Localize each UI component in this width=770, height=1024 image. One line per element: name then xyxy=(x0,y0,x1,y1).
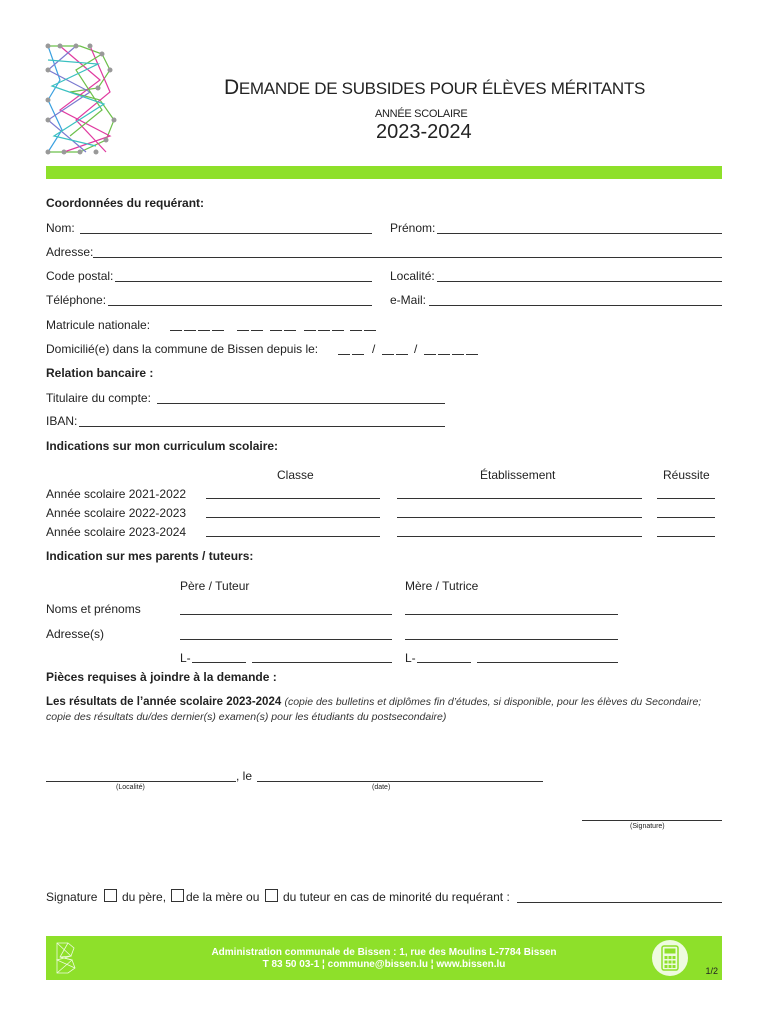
tuteur-signature-field[interactable] xyxy=(517,902,722,903)
telephone-field[interactable] xyxy=(108,305,372,306)
iban-field[interactable] xyxy=(79,426,445,427)
col-classe: Classe xyxy=(277,468,314,482)
curriculum-heading: Indications sur mon curriculum scolaire: xyxy=(46,439,279,453)
col-mere: Mère / Tutrice xyxy=(405,579,479,593)
pere-l-prefix: L- xyxy=(180,651,191,665)
col-pere: Père / Tuteur xyxy=(180,579,250,593)
document-title: DEMANDE DE SUBSIDES POUR ÉLÈVES MÉRITANTS xyxy=(224,76,646,99)
email-label: e-Mail: xyxy=(390,293,427,307)
requester-heading: Coordonnées du requérant: xyxy=(46,196,205,210)
telephone-label: Téléphone: xyxy=(46,293,107,307)
classe-field[interactable] xyxy=(206,536,380,537)
pere-checkbox[interactable] xyxy=(104,889,117,902)
adresse-label: Adresse: xyxy=(46,245,94,259)
pere-cp-field[interactable] xyxy=(192,662,246,663)
localite-label: Localité: xyxy=(390,269,435,283)
etablissement-field[interactable] xyxy=(397,498,642,499)
pere-adresse-field[interactable] xyxy=(180,639,392,640)
curriculum-row-label: Année scolaire 2022-2023 xyxy=(46,506,187,520)
matricule-label: Matricule nationale: xyxy=(46,318,151,332)
nom-field[interactable] xyxy=(80,233,372,234)
localite-caption: (Localité) xyxy=(116,784,145,791)
pieces-description: Les résultats de l’année scolaire 2023-2024 (copie des bulletins et diplômes fin d’études, si disponible, pour les élèves du Secondaire; xyxy=(46,696,702,708)
calculator-icon xyxy=(650,938,690,978)
du-pere-label: du père, xyxy=(122,890,167,904)
localite-field[interactable] xyxy=(437,281,722,282)
parents-heading: Indication sur mes parents / tuteurs: xyxy=(46,549,254,563)
prenom-label: Prénom: xyxy=(390,221,436,235)
code-postal-label: Code postal: xyxy=(46,269,114,283)
curriculum-row-label: Année scolaire 2023-2024 xyxy=(46,525,187,539)
signature-field[interactable] xyxy=(582,820,722,821)
classe-field[interactable] xyxy=(206,498,380,499)
col-etablissement: Établissement xyxy=(480,468,556,482)
adresse-parents-label: Adresse(s) xyxy=(46,627,105,641)
classe-field[interactable] xyxy=(206,517,380,518)
prenom-field[interactable] xyxy=(437,233,722,234)
header-divider xyxy=(46,166,722,179)
tuteur-checkbox[interactable] xyxy=(265,889,278,902)
de-la-mere-label: de la mère ou xyxy=(186,890,260,904)
mere-l-prefix: L- xyxy=(405,651,416,665)
reussite-field[interactable] xyxy=(657,536,715,537)
pere-localite-field[interactable] xyxy=(252,662,392,663)
etablissement-field[interactable] xyxy=(397,517,642,518)
school-year: 2023-2024 xyxy=(376,121,472,143)
footer-bar xyxy=(46,936,722,980)
titulaire-label: Titulaire du compte: xyxy=(46,391,151,405)
bissen-logo xyxy=(40,40,130,160)
titulaire-field[interactable] xyxy=(157,403,445,404)
mere-adresse-field[interactable] xyxy=(405,639,618,640)
reussite-field[interactable] xyxy=(657,517,715,518)
le-label: , le xyxy=(236,769,253,783)
signature-label: Signature xyxy=(46,890,98,904)
mere-checkbox[interactable] xyxy=(171,889,184,902)
subtitle: ANNÉE SCOLAIRE xyxy=(375,108,468,120)
curriculum-row-label: Année scolaire 2021-2022 xyxy=(46,487,187,501)
iban-label: IBAN: xyxy=(46,414,78,428)
mere-cp-field[interactable] xyxy=(417,662,471,663)
reussite-field[interactable] xyxy=(657,498,715,499)
noms-label: Noms et prénoms xyxy=(46,602,141,616)
pieces-description-cont: copie des résultats du/des dernier(s) examen(s) pour les étudiants du postsecondaire) xyxy=(46,711,447,723)
mere-localite-field[interactable] xyxy=(477,662,618,663)
date-caption: (date) xyxy=(372,784,391,791)
etablissement-field[interactable] xyxy=(397,536,642,537)
date-field[interactable] xyxy=(257,781,543,782)
footer-address: Administration communale de Bissen : 1, rue des Moulins L-7784 Bissen xyxy=(211,947,557,958)
page-number: 1/2 xyxy=(705,966,718,976)
pere-noms-field[interactable] xyxy=(180,614,392,615)
signature-caption: (Signature) xyxy=(630,823,665,830)
email-field[interactable] xyxy=(429,305,722,306)
adresse-field[interactable] xyxy=(93,257,722,258)
domicile-label: Domicilié(e) dans la commune de Bissen depuis le: xyxy=(46,342,319,356)
localite-sign-field[interactable] xyxy=(46,781,236,782)
mere-noms-field[interactable] xyxy=(405,614,618,615)
nom-label: Nom: xyxy=(46,221,75,235)
pieces-heading: Pièces requises à joindre à la demande : xyxy=(46,670,277,684)
col-reussite: Réussite xyxy=(663,468,710,482)
bank-heading: Relation bancaire : xyxy=(46,366,154,380)
footer-contact: T 83 50 03-1 ¦ commune@bissen.lu ¦ www.bissen.lu xyxy=(262,959,506,970)
code-postal-field[interactable] xyxy=(115,281,372,282)
du-tuteur-label: du tuteur en cas de minorité du requérant : xyxy=(283,890,510,904)
